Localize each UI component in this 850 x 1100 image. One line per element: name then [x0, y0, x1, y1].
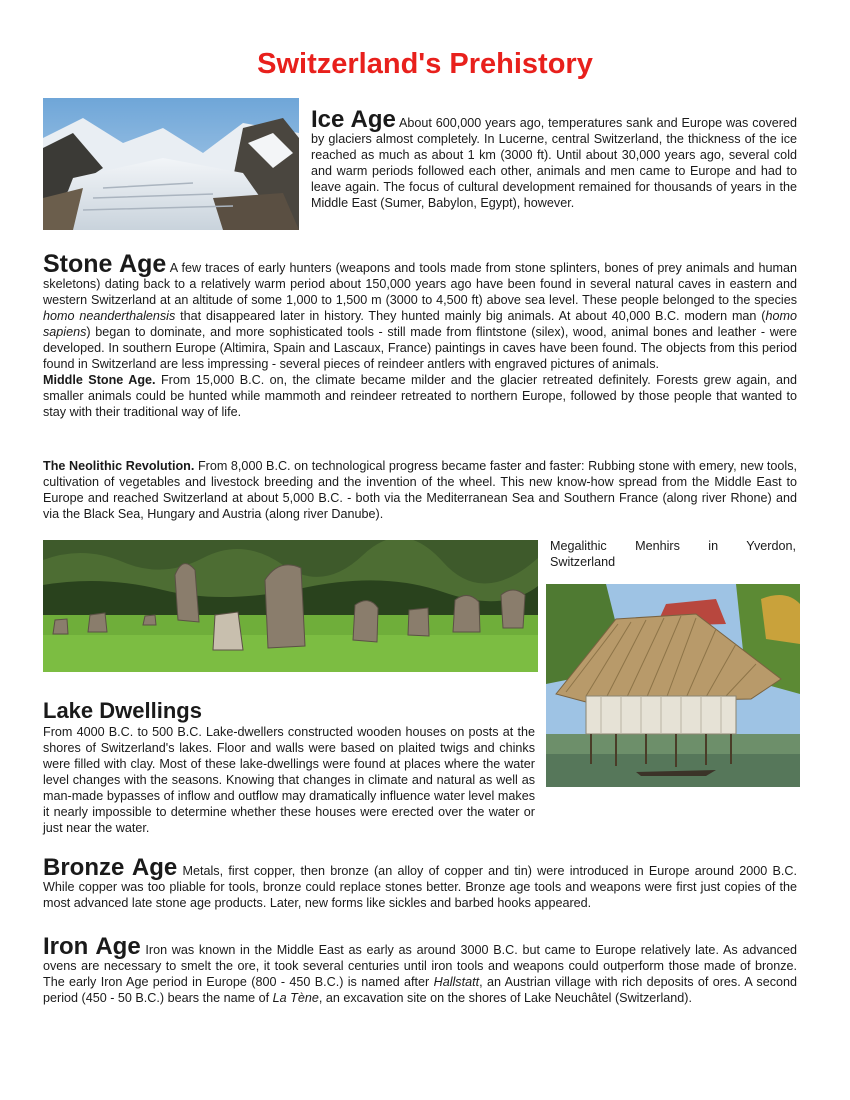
lake-dwellings-heading: Lake Dwellings	[43, 698, 202, 723]
middle-stone-age-label: Middle Stone Age.	[43, 373, 156, 387]
menhirs-photo	[43, 540, 538, 672]
bronze-age-section	[43, 854, 797, 911]
neolithic-label: The Neolithic Revolution.	[43, 459, 195, 473]
iron-age-text-b: , an Austrian village with rich deposits of ores. A second period (450 - 50 B.C.) bears the name of	[43, 975, 798, 1005]
species-neanderthalensis: homo neanderthalensis	[43, 309, 176, 323]
stone-age-text-c: ) began to dominate, and more sophisticated tools - still made from flintstone (silex), wood, animal bones and leather - were developed. In southern Europe (Altimira, Spain and Lascaux, France) paintings in caves have been found. The objects from this period found in Switzerland are less impressing - several pieces of reindeer antlers with engraved pictures of animals.	[43, 325, 797, 371]
neolithic-text: From 8,000 B.C. on technological progress became faster and faster: Rubbing stone with emery, new tools, cultivation of vegetables and livestock breeding and the invention of the wheel. This new know-how spread from the Middle East to Europe and reached Switzerland at about 5,000 B.C. - both via the Mediterranean Sea and Southern France (along river Rhone) and via the Black Sea, Hungary and Austria (along river Danube).	[43, 459, 798, 521]
iron-age-section	[43, 933, 798, 1006]
iron-age-text-a: Iron was known in the Middle East as early as around 3000 B.C. but came to Europe relatively late. As advanced ovens are necessary to smelt the ore, it took several centuries until iron tools and weapons could outperform those made of bronze. The early Iron Age period in Europe (800 - 450 B.C.) is named after	[43, 943, 797, 989]
ice-age-text: About 600,000 years ago, temperatures sank and Europe was covered by glaciers almost completely. In Lucerne, central Switzerland, the thickness of the ice reached as much as about 1 km (3000 ft). Until about 30,000 years ago, several cold and warm periods followed each other, animals and men came to Europe and had to leave again. The focus of cultural development remained for thousands of years in the Middle East (Sumer, Babylon, Egypt), however.	[311, 116, 797, 210]
lake-dwelling-photo	[546, 584, 800, 787]
menhirs-caption-line1: Megalithic Menhirs in Yverdon,	[550, 539, 796, 553]
stone-age-section	[43, 250, 797, 420]
stone-age-text-b: that disappeared later in history. They hunted mainly big animals. At about 40,000 B.C. modern man (	[180, 309, 766, 323]
iron-age-text-c: , an excavation site on the shores of Lake Neuchâtel (Switzerland).	[318, 991, 692, 1005]
species-sapiens: homo sapiens	[43, 309, 797, 339]
neolithic-section	[43, 458, 797, 522]
stone-age-text-a: A few traces of early hunters (weapons and tools made from stone splinters, bones of prey animals and human skeletons) dating back to a relatively warm period about 150,000 years ago have been found in several natural caves in eastern and western Switzerland at an altitude of some 1,000 to 1,500 m (3000 to 4,500 ft) above sea level. These people belonged to the species	[43, 261, 797, 307]
lake-dwellings-text: From 4000 B.C. to 500 B.C. Lake-dwellers constructed wooden houses on posts at the shores of Switzerland's lakes. Floor and walls were based on plaited twigs and chinks were filled with clay. Most of these lake-dwellings were found at places where the water level changes with the seasons. Knowing that changes in climate and natural as well as man-made bypasses of inflow and outflow may dramatically influence water level makes it nearly impossible to determine whether these houses were erected over the water or just near the water.	[43, 725, 535, 835]
ice-age-heading: Ice Age	[311, 106, 396, 133]
glacier-photo	[43, 98, 299, 230]
page-title: Switzerland's Prehistory	[257, 48, 593, 80]
place-hallstatt: Hallstatt	[433, 975, 480, 989]
place-la-tene: La Tène	[272, 991, 319, 1005]
menhirs-caption-line2: Switzerland	[550, 555, 616, 569]
ice-age-section	[311, 106, 797, 211]
bronze-age-text: Metals, first copper, then bronze (an alloy of copper and tin) were introduced in Europe around 2000 B.C. While copper was too pliable for tools, bronze could replace stones better. Bronze age tools and weapons were first just copies of the most advanced late stone age products. Later, new forms like sickles and barbed hooks appeared.	[43, 864, 797, 910]
middle-stone-age-text: From 15,000 B.C. on, the climate became milder and the glacier retreated definitely. Forests grew again, and smaller animals could be hunted while mammoth and reindeer retreated to northern Europe, followed by those people that wanted to stay with their traditional way of life.	[43, 373, 797, 419]
bronze-age-heading: Bronze Age	[43, 854, 178, 881]
iron-age-heading: Iron Age	[43, 933, 141, 960]
stone-age-heading: Stone Age	[43, 250, 167, 278]
